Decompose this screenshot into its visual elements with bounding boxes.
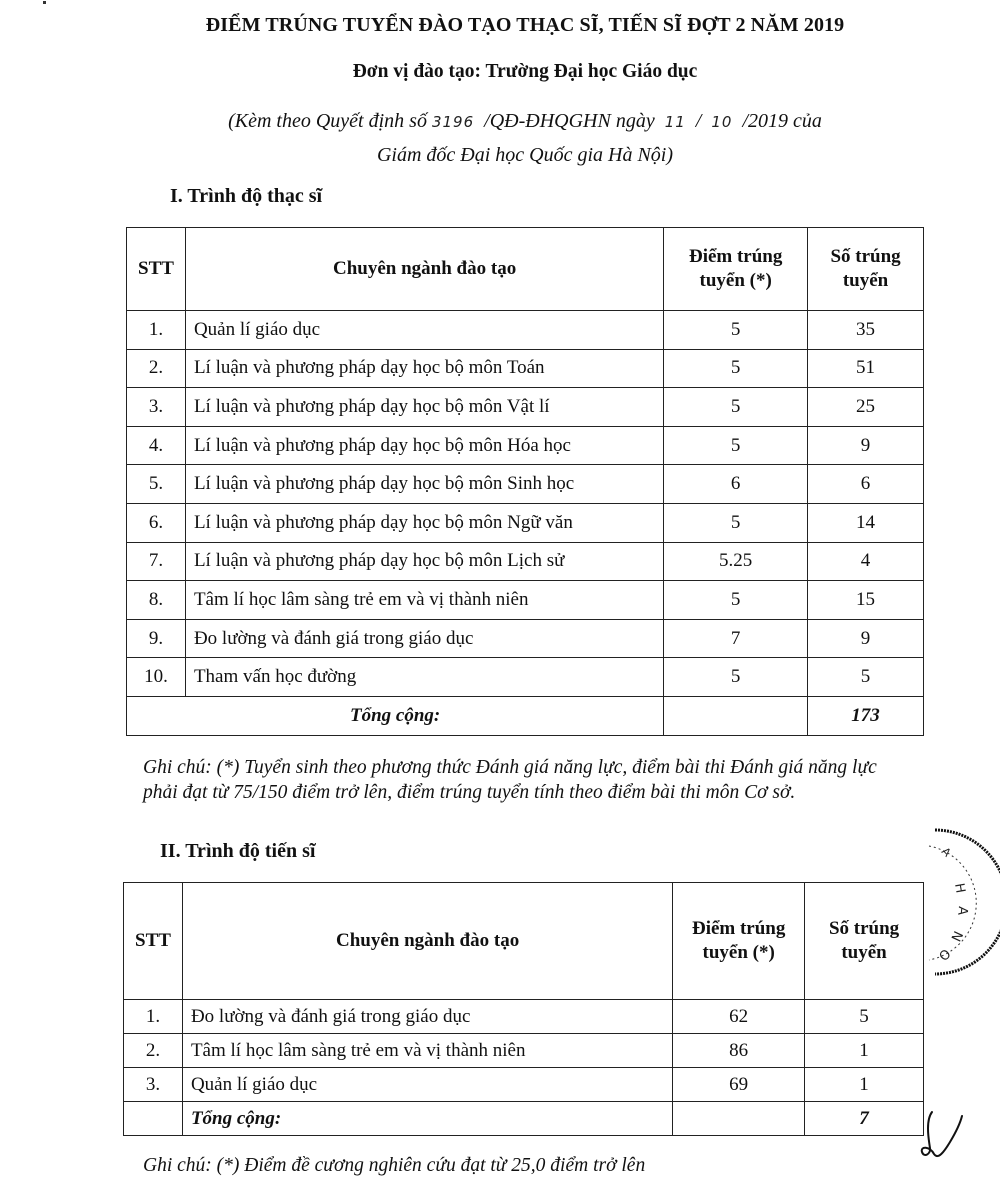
masters-note: Ghi chú: (*) Tuyển sinh theo phương thức Đánh giá năng lực, điểm bài thi Đánh giá năng lực phải đạt từ 75/150 điểm trở lên, điểm trúng tuyển tính theo điểm bài thi môn Cơ sở. xyxy=(143,757,877,803)
row-stt: 2. xyxy=(127,349,186,388)
col-header-score-line2: tuyển (*) xyxy=(699,270,772,291)
row-stt: 6. xyxy=(127,503,186,542)
row-major: Lí luận và phương pháp dạy học bộ môn Hóa học xyxy=(185,426,663,465)
total-value: 7 xyxy=(805,1102,924,1136)
total-score-empty xyxy=(664,696,808,735)
col-header-score xyxy=(673,883,805,1000)
row-stt: 1. xyxy=(127,311,186,350)
table-header-row xyxy=(124,883,924,1000)
svg-text:A: A xyxy=(938,844,954,860)
row-count: 51 xyxy=(808,349,924,388)
table-row xyxy=(127,503,924,542)
row-score: 7 xyxy=(664,619,808,658)
doctoral-note: Ghi chú: (*) Điểm đề cương nghiên cứu đạt từ 25,0 điểm trở lên xyxy=(143,1155,646,1176)
row-score: 5 xyxy=(664,349,808,388)
col-header-count-line2: tuyển xyxy=(841,942,887,963)
table-row xyxy=(127,465,924,504)
svg-text:H: H xyxy=(951,882,968,895)
total-label: Tổng cộng: xyxy=(127,696,664,735)
row-score: 62 xyxy=(673,1000,805,1034)
row-score: 5 xyxy=(664,658,808,697)
masters-table xyxy=(126,227,924,736)
col-header-count xyxy=(808,228,924,311)
row-count: 9 xyxy=(808,426,924,465)
row-score: 6 xyxy=(664,465,808,504)
row-count: 1 xyxy=(805,1068,924,1102)
row-major: Đo lường và đánh giá trong giáo dục xyxy=(182,1000,672,1034)
table-row xyxy=(127,542,924,581)
col-header-score-line1: Điểm trúng xyxy=(688,246,783,267)
row-major: Lí luận và phương pháp dạy học bộ môn Sinh học xyxy=(185,465,663,504)
signature-icon xyxy=(918,1108,968,1168)
table-row xyxy=(127,426,924,465)
col-header-count-line1: Số trúng xyxy=(830,246,901,267)
row-major: Tâm lí học lâm sàng trẻ em và vị thành niên xyxy=(182,1034,672,1068)
total-value: 173 xyxy=(808,696,924,735)
masters-heading: I. Trình độ thạc sĩ xyxy=(170,185,323,207)
table-row xyxy=(127,349,924,388)
table-row xyxy=(124,1068,924,1102)
row-count: 15 xyxy=(808,581,924,620)
row-stt: 2. xyxy=(124,1034,183,1068)
row-score: 5 xyxy=(664,581,808,620)
row-count: 9 xyxy=(808,619,924,658)
col-header-score-line2: tuyển (*) xyxy=(702,942,775,963)
svg-text:A: A xyxy=(954,905,970,916)
table-row xyxy=(127,311,924,350)
decision-prefix: (Kèm theo Quyết định số xyxy=(228,110,427,132)
doctoral-table xyxy=(123,882,924,1136)
row-major: Quản lí giáo dục xyxy=(182,1068,672,1102)
row-count: 4 xyxy=(808,542,924,581)
row-major: Lí luận và phương pháp dạy học bộ môn Vật lí xyxy=(185,388,663,427)
decision-day: 11 xyxy=(664,113,686,131)
row-stt: 3. xyxy=(127,388,186,427)
table-row xyxy=(127,658,924,697)
table-row xyxy=(127,619,924,658)
row-stt: 8. xyxy=(127,581,186,620)
decision-mid: /QĐ-ĐHQGHN ngày xyxy=(484,110,655,132)
col-header-stt: STT xyxy=(124,883,183,1000)
row-stt: 10. xyxy=(127,658,186,697)
official-seal-icon xyxy=(915,822,1000,982)
decision-sep: / xyxy=(695,110,702,132)
row-score: 5 xyxy=(664,311,808,350)
total-score-empty xyxy=(673,1102,805,1136)
row-count: 5 xyxy=(808,658,924,697)
table-row xyxy=(127,388,924,427)
row-score: 5.25 xyxy=(664,542,808,581)
col-header-major: Chuyên ngành đào tạo xyxy=(182,883,672,1000)
col-header-score-line1: Điểm trúng xyxy=(691,918,786,939)
row-major: Tâm lí học lâm sàng trẻ em và vị thành niên xyxy=(185,581,663,620)
table-row xyxy=(124,1000,924,1034)
row-major: Đo lường và đánh giá trong giáo dục xyxy=(185,619,663,658)
decision-suffix: /2019 của xyxy=(742,110,822,132)
training-unit: Đơn vị đào tạo: Trường Đại học Giáo dục xyxy=(352,61,698,82)
row-stt: 7. xyxy=(127,542,186,581)
row-count: 6 xyxy=(808,465,924,504)
total-stt-empty xyxy=(124,1102,183,1136)
row-major: Lí luận và phương pháp dạy học bộ môn Ngữ văn xyxy=(185,503,663,542)
col-header-count-line2: tuyển xyxy=(842,270,889,291)
row-stt: 3. xyxy=(124,1068,183,1102)
col-header-major: Chuyên ngành đào tạo xyxy=(185,228,663,311)
svg-text:O: O xyxy=(934,945,953,964)
col-header-count-line1: Số trúng xyxy=(828,918,900,939)
total-row xyxy=(127,696,924,735)
row-count: 35 xyxy=(808,311,924,350)
col-header-count xyxy=(805,883,924,1000)
decision-month: 10 xyxy=(711,113,733,131)
table-row xyxy=(127,581,924,620)
row-stt: 5. xyxy=(127,465,186,504)
col-header-stt: STT xyxy=(127,228,186,311)
row-stt: 1. xyxy=(124,1000,183,1034)
row-major: Lí luận và phương pháp dạy học bộ môn Lịch sử xyxy=(185,542,663,581)
doctoral-heading: II. Trình độ tiến sĩ xyxy=(160,840,316,862)
row-score: 5 xyxy=(664,503,808,542)
row-count: 5 xyxy=(805,1000,924,1034)
row-score: 5 xyxy=(664,426,808,465)
row-major: Lí luận và phương pháp dạy học bộ môn Toán xyxy=(185,349,663,388)
row-score: 69 xyxy=(673,1068,805,1102)
row-count: 25 xyxy=(808,388,924,427)
total-row xyxy=(124,1102,924,1136)
row-major: Tham vấn học đường xyxy=(185,658,663,697)
row-score: 86 xyxy=(673,1034,805,1068)
decision-reference xyxy=(0,105,1000,172)
table-header-row xyxy=(127,228,924,311)
row-major: Quản lí giáo dục xyxy=(185,311,663,350)
total-label: Tổng cộng: xyxy=(182,1102,672,1136)
col-header-score xyxy=(664,228,808,311)
scan-speck xyxy=(43,1,46,4)
decision-number: 3196 xyxy=(431,113,475,131)
row-stt: 9. xyxy=(127,619,186,658)
table-row xyxy=(124,1034,924,1068)
row-count: 1 xyxy=(805,1034,924,1068)
document-title: ĐIỂM TRÚNG TUYỂN ĐÀO TẠO THẠC SĨ, TIẾN SĨ ĐỢT 2 NĂM 2019 xyxy=(205,14,845,36)
svg-text:N: N xyxy=(947,928,965,944)
row-stt: 4. xyxy=(127,426,186,465)
decision-line2: Giám đốc Đại học Quốc gia Hà Nội) xyxy=(376,144,674,166)
row-count: 14 xyxy=(808,503,924,542)
row-score: 5 xyxy=(664,388,808,427)
